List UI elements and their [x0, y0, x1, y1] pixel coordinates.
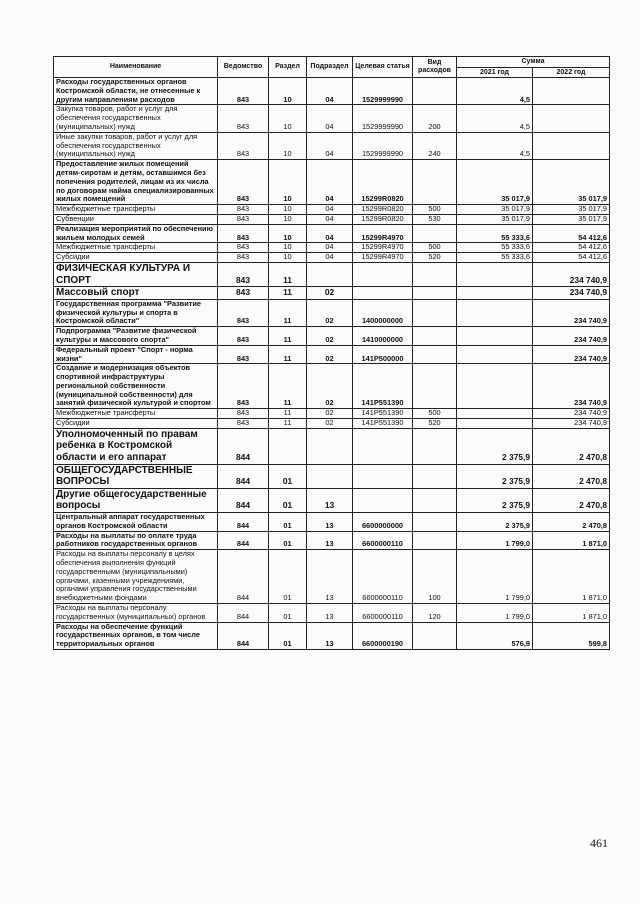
- cell-section: 01: [269, 513, 307, 532]
- table-row: [54, 419, 610, 429]
- cell-target: [353, 464, 413, 488]
- cell-section: 01: [269, 464, 307, 488]
- cell-subsection: [307, 428, 353, 464]
- cell-exptype: [413, 428, 457, 464]
- page-number: 461: [590, 836, 608, 850]
- table-row: [54, 550, 610, 604]
- table-row: [54, 205, 610, 215]
- cell-2021: 35 017,9: [457, 214, 533, 224]
- cell-subsection: 02: [307, 364, 353, 409]
- cell-target: 6600000000: [353, 513, 413, 532]
- cell-dept: 844: [218, 513, 269, 532]
- cell-exptype: 200: [413, 105, 457, 132]
- cell-name: Межбюджетные трансферты: [54, 409, 218, 419]
- cell-section: 10: [269, 214, 307, 224]
- header-subsection: Подраздел: [307, 57, 353, 78]
- cell-2021: 2 375,9: [457, 464, 533, 488]
- cell-name: Расходы государственных органов Костромской области, не отнесенные к другим направлениям расходов: [54, 78, 218, 105]
- table-row: [54, 531, 610, 550]
- table-row: [54, 345, 610, 364]
- cell-exptype: [413, 345, 457, 364]
- cell-name: Уполномоченный по правам ребенка в Костромской области и его аппарат: [54, 428, 218, 464]
- cell-2022: 234 740,9: [533, 409, 610, 419]
- cell-exptype: [413, 364, 457, 409]
- cell-2022: 599,8: [533, 622, 610, 649]
- table-row: [54, 299, 610, 326]
- cell-2021: [457, 364, 533, 409]
- cell-target: 1529999990: [353, 132, 413, 159]
- cell-section: 01: [269, 550, 307, 604]
- cell-2021: 55 333,6: [457, 243, 533, 253]
- table-row: [54, 160, 610, 205]
- cell-name: Центральный аппарат государственных органов Костромской области: [54, 513, 218, 532]
- cell-2021: [457, 262, 533, 286]
- cell-exptype: [413, 464, 457, 488]
- cell-dept: 843: [218, 160, 269, 205]
- table-row: [54, 488, 610, 512]
- cell-name: Массовый спорт: [54, 287, 218, 300]
- cell-2022: 234 740,9: [533, 262, 610, 286]
- cell-section: 01: [269, 531, 307, 550]
- cell-dept: 843: [218, 224, 269, 243]
- cell-2022: 234 740,9: [533, 299, 610, 326]
- cell-dept: 843: [218, 78, 269, 105]
- cell-2021: 35 017,9: [457, 160, 533, 205]
- cell-section: 11: [269, 409, 307, 419]
- cell-2021: 4,5: [457, 105, 533, 132]
- table-row: [54, 132, 610, 159]
- cell-section: [269, 428, 307, 464]
- cell-name: ОБЩЕГОСУДАРСТВЕННЫЕ ВОПРОСЫ: [54, 464, 218, 488]
- header-sum: Сумма: [457, 57, 610, 68]
- table-row: [54, 105, 610, 132]
- cell-2021: 1 799,0: [457, 531, 533, 550]
- cell-exptype: 520: [413, 419, 457, 429]
- cell-exptype: [413, 160, 457, 205]
- cell-2021: 4,5: [457, 78, 533, 105]
- cell-target: 141P551390: [353, 419, 413, 429]
- cell-target: 15299R0820: [353, 160, 413, 205]
- cell-section: 10: [269, 105, 307, 132]
- cell-2021: 2 375,9: [457, 488, 533, 512]
- cell-dept: 843: [218, 287, 269, 300]
- cell-section: 11: [269, 327, 307, 346]
- cell-2022: 2 470,8: [533, 488, 610, 512]
- cell-2021: 55 333,6: [457, 253, 533, 263]
- cell-exptype: [413, 262, 457, 286]
- cell-dept: 843: [218, 132, 269, 159]
- cell-dept: 843: [218, 409, 269, 419]
- cell-section: 10: [269, 78, 307, 105]
- cell-2022: 234 740,9: [533, 419, 610, 429]
- cell-dept: 843: [218, 299, 269, 326]
- cell-2022: 1 871,0: [533, 550, 610, 604]
- cell-2022: 2 470,8: [533, 428, 610, 464]
- cell-section: 11: [269, 262, 307, 286]
- cell-2021: [457, 287, 533, 300]
- cell-section: 10: [269, 132, 307, 159]
- cell-exptype: [413, 513, 457, 532]
- cell-dept: 843: [218, 214, 269, 224]
- cell-subsection: 02: [307, 287, 353, 300]
- header-2022: 2022 год: [533, 68, 610, 78]
- cell-section: 01: [269, 604, 307, 623]
- cell-subsection: 04: [307, 205, 353, 215]
- cell-subsection: 02: [307, 345, 353, 364]
- cell-name: Субсидии: [54, 419, 218, 429]
- cell-exptype: [413, 327, 457, 346]
- cell-target: 6600000110: [353, 604, 413, 623]
- cell-name: Другие общегосударственные вопросы: [54, 488, 218, 512]
- cell-name: Расходы на выплаты по оплате труда работников государственных органов: [54, 531, 218, 550]
- table-row: [54, 513, 610, 532]
- cell-2022: 234 740,9: [533, 327, 610, 346]
- cell-name: Межбюджетные трансферты: [54, 243, 218, 253]
- cell-name: Государственная программа "Развитие физической культуры и спорта в Костромской области": [54, 299, 218, 326]
- cell-2022: [533, 132, 610, 159]
- cell-exptype: 500: [413, 409, 457, 419]
- cell-name: Расходы на обеспечение функций государственных органов, в том числе территориальных органов: [54, 622, 218, 649]
- cell-2022: 2 470,8: [533, 513, 610, 532]
- cell-target: [353, 488, 413, 512]
- cell-subsection: 04: [307, 224, 353, 243]
- table-row: [54, 364, 610, 409]
- cell-dept: 843: [218, 364, 269, 409]
- cell-2022: [533, 78, 610, 105]
- cell-2022: 54 412,6: [533, 224, 610, 243]
- cell-target: 6600000190: [353, 622, 413, 649]
- header-name: Наименование: [54, 57, 218, 78]
- table-row: [54, 327, 610, 346]
- cell-2022: 1 871,0: [533, 604, 610, 623]
- cell-subsection: [307, 464, 353, 488]
- cell-dept: 843: [218, 243, 269, 253]
- cell-name: Реализация мероприятий по обеспечению жильем молодых семей: [54, 224, 218, 243]
- header-section: Раздел: [269, 57, 307, 78]
- cell-2022: 1 871,0: [533, 531, 610, 550]
- table-header: [54, 57, 610, 78]
- table-row: [54, 428, 610, 464]
- header-target: Целевая статья: [353, 57, 413, 78]
- cell-subsection: 04: [307, 132, 353, 159]
- cell-subsection: 04: [307, 214, 353, 224]
- header-dept: Ведомство: [218, 57, 269, 78]
- cell-2022: 234 740,9: [533, 364, 610, 409]
- cell-name: Закупка товаров, работ и услуг для обеспечения государственных (муниципальных) нужд: [54, 105, 218, 132]
- cell-section: 10: [269, 160, 307, 205]
- cell-dept: 844: [218, 488, 269, 512]
- cell-target: 6600000110: [353, 531, 413, 550]
- cell-section: 10: [269, 243, 307, 253]
- cell-target: 141P551390: [353, 409, 413, 419]
- cell-exptype: [413, 287, 457, 300]
- cell-2022: 35 017,9: [533, 214, 610, 224]
- cell-subsection: 13: [307, 488, 353, 512]
- cell-2021: [457, 419, 533, 429]
- cell-2021: 4,5: [457, 132, 533, 159]
- cell-name: Подпрограмма "Развитие физической культуры и массового спорта": [54, 327, 218, 346]
- cell-exptype: [413, 622, 457, 649]
- cell-dept: 844: [218, 604, 269, 623]
- cell-exptype: 500: [413, 243, 457, 253]
- cell-target: 1529999990: [353, 78, 413, 105]
- table-body: [54, 78, 610, 650]
- cell-exptype: [413, 488, 457, 512]
- cell-2021: [457, 345, 533, 364]
- cell-exptype: 520: [413, 253, 457, 263]
- cell-subsection: 04: [307, 160, 353, 205]
- cell-section: 10: [269, 253, 307, 263]
- table-row: [54, 214, 610, 224]
- cell-subsection: 04: [307, 253, 353, 263]
- cell-2022: [533, 105, 610, 132]
- cell-2022: 54 412,6: [533, 253, 610, 263]
- cell-subsection: 04: [307, 78, 353, 105]
- cell-exptype: 120: [413, 604, 457, 623]
- cell-name: Субвенции: [54, 214, 218, 224]
- cell-name: ФИЗИЧЕСКАЯ КУЛЬТУРА И СПОРТ: [54, 262, 218, 286]
- cell-exptype: [413, 224, 457, 243]
- cell-subsection: [307, 262, 353, 286]
- cell-section: 11: [269, 345, 307, 364]
- cell-2021: [457, 299, 533, 326]
- cell-2021: 2 375,9: [457, 428, 533, 464]
- cell-name: Иные закупки товаров, работ и услуг для обеспечения государственных (муниципальных) нужд: [54, 132, 218, 159]
- cell-section: 11: [269, 364, 307, 409]
- cell-subsection: 13: [307, 604, 353, 623]
- cell-name: Расходы на выплаты персоналу государственных (муниципальных) органов: [54, 604, 218, 623]
- cell-2021: 576,9: [457, 622, 533, 649]
- cell-target: [353, 262, 413, 286]
- cell-section: 10: [269, 224, 307, 243]
- cell-dept: 844: [218, 531, 269, 550]
- cell-dept: 844: [218, 622, 269, 649]
- table-row: [54, 622, 610, 649]
- cell-target: 1410000000: [353, 327, 413, 346]
- cell-2022: 2 470,8: [533, 464, 610, 488]
- table-row: [54, 253, 610, 263]
- cell-exptype: [413, 531, 457, 550]
- cell-subsection: 13: [307, 550, 353, 604]
- cell-dept: 843: [218, 205, 269, 215]
- cell-target: 1529999990: [353, 105, 413, 132]
- cell-2021: 1 799,0: [457, 550, 533, 604]
- table-row: [54, 243, 610, 253]
- cell-2022: 234 740,9: [533, 345, 610, 364]
- cell-dept: 844: [218, 464, 269, 488]
- cell-subsection: 02: [307, 299, 353, 326]
- cell-2022: 234 740,9: [533, 287, 610, 300]
- cell-exptype: [413, 299, 457, 326]
- cell-2021: [457, 327, 533, 346]
- cell-exptype: 100: [413, 550, 457, 604]
- cell-section: 11: [269, 419, 307, 429]
- cell-subsection: 02: [307, 419, 353, 429]
- cell-section: 10: [269, 205, 307, 215]
- cell-target: 6600000110: [353, 550, 413, 604]
- cell-2021: 1 799,0: [457, 604, 533, 623]
- cell-section: 11: [269, 299, 307, 326]
- cell-target: [353, 287, 413, 300]
- table-row: [54, 287, 610, 300]
- cell-dept: 843: [218, 345, 269, 364]
- cell-subsection: 13: [307, 531, 353, 550]
- header-2021: 2021 год: [457, 68, 533, 78]
- cell-dept: 843: [218, 262, 269, 286]
- cell-target: 1400000000: [353, 299, 413, 326]
- table-row: [54, 409, 610, 419]
- cell-subsection: 13: [307, 513, 353, 532]
- cell-dept: 843: [218, 327, 269, 346]
- cell-name: Межбюджетные трансферты: [54, 205, 218, 215]
- cell-exptype: 530: [413, 214, 457, 224]
- cell-2021: 55 333,6: [457, 224, 533, 243]
- cell-target: 141P500000: [353, 345, 413, 364]
- cell-name: Федеральный проект "Спорт - норма жизни": [54, 345, 218, 364]
- cell-subsection: 04: [307, 105, 353, 132]
- cell-dept: 843: [218, 105, 269, 132]
- header-exptype: Вид расходов: [413, 57, 457, 78]
- cell-subsection: 13: [307, 622, 353, 649]
- cell-dept: 844: [218, 428, 269, 464]
- table-row: [54, 262, 610, 286]
- cell-target: 15299R4970: [353, 224, 413, 243]
- cell-2021: [457, 409, 533, 419]
- table-row: [54, 78, 610, 105]
- cell-target: 15299R0820: [353, 205, 413, 215]
- cell-dept: 844: [218, 550, 269, 604]
- cell-exptype: 240: [413, 132, 457, 159]
- cell-target: 15299R4970: [353, 243, 413, 253]
- cell-subsection: 02: [307, 409, 353, 419]
- cell-section: 11: [269, 287, 307, 300]
- cell-subsection: 04: [307, 243, 353, 253]
- cell-subsection: 02: [307, 327, 353, 346]
- cell-2022: 35 017,9: [533, 205, 610, 215]
- cell-name: Субсидии: [54, 253, 218, 263]
- cell-exptype: [413, 78, 457, 105]
- cell-name: Расходы на выплаты персоналу в целях обеспечения выполнения функций государственными (муниципальными) органами, казенными учреждениями, органами управления государственными внебюджетными фондами: [54, 550, 218, 604]
- cell-exptype: 500: [413, 205, 457, 215]
- cell-2021: 35 017,9: [457, 205, 533, 215]
- cell-2022: 35 017,9: [533, 160, 610, 205]
- budget-table: [53, 56, 610, 650]
- cell-name: Предоставление жилых помещений детям-сиротам и детям, оставшимся без попечения родителей, лицам из их числа по договорам найма специализированных жилых помещений: [54, 160, 218, 205]
- cell-target: [353, 428, 413, 464]
- cell-name: Создание и модернизация объектов спортивной инфраструктуры региональной собственности (муниципальной собственности) для занятий физической культурой и спортом: [54, 364, 218, 409]
- table-row: [54, 604, 610, 623]
- cell-section: 01: [269, 622, 307, 649]
- cell-2022: 54 412,6: [533, 243, 610, 253]
- cell-target: 141P551390: [353, 364, 413, 409]
- table-row: [54, 464, 610, 488]
- table-row: [54, 224, 610, 243]
- cell-dept: 843: [218, 419, 269, 429]
- cell-2021: 2 375,9: [457, 513, 533, 532]
- cell-target: 15299R0820: [353, 214, 413, 224]
- cell-section: 01: [269, 488, 307, 512]
- cell-dept: 843: [218, 253, 269, 263]
- cell-target: 15299R4970: [353, 253, 413, 263]
